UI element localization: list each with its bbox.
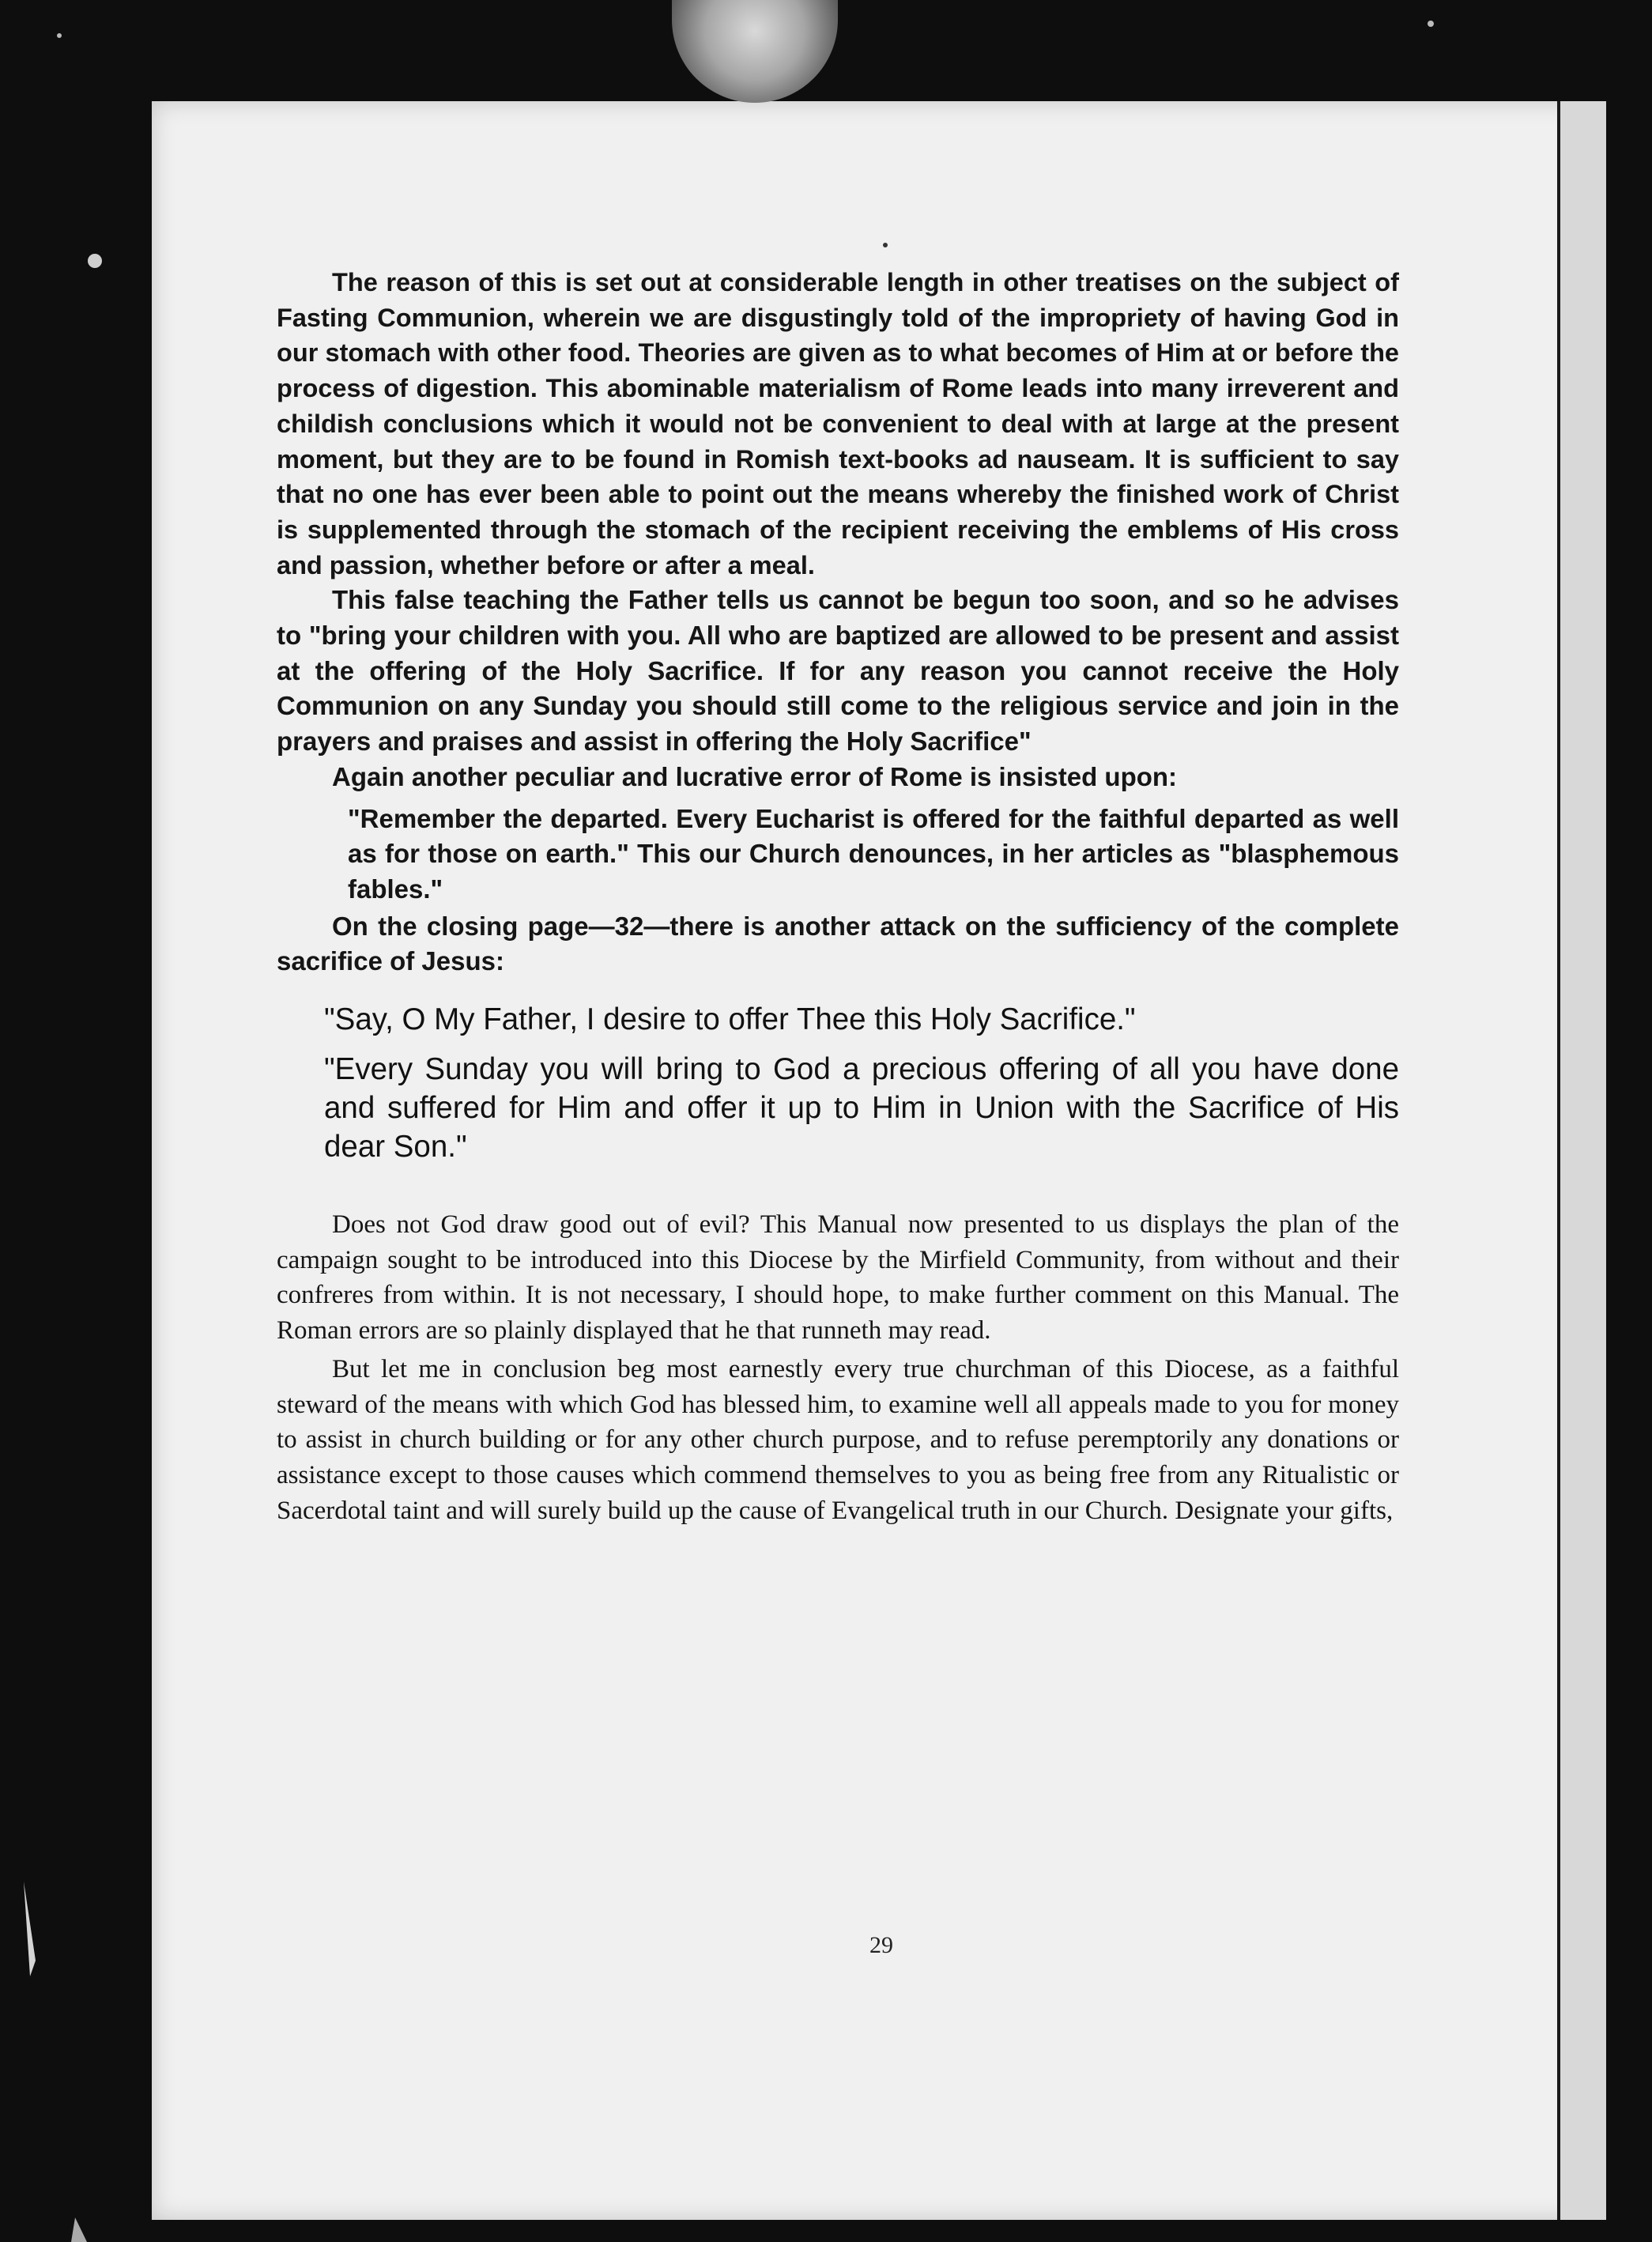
paragraph-false-teaching: This false teaching the Father tells us cannot be begun too soon, and so he advises to "bring your children with you. All who are baptized are allowed to be present and assist at the offering of the Holy Sacrifice. If for any reason you cannot receive the Holy Communion on any Sunday you should still come to the religious service and join in the prayers and praises and assist in offering the Holy Sacrifice" (277, 585, 1399, 757)
quote-remember-departed: "Remember the departed. Every Eucharist is offered for the faithful departed as well as for those on earth." This our Church denounces, in her articles as "blasphemous fables." (348, 803, 1399, 904)
paragraph-manual-campaign: Does not God draw good out of evil? This Manual now presented to us displays the plan of the campaign sought to be introduced into this Diocese by the Mirfield Community, from without and their confreres from within. It is not necessary, I should hope, to make further comment on this Manual. The Roman errors are so plainly displayed that he that runneth may read. (277, 1210, 1399, 1346)
body-text (277, 265, 1399, 1528)
paragraph-fasting-communion: The reason of this is set out at considerable length in other treatises on the subject of Fasting Communion, wherein we are disgustingly told of the impropriety of having God in our stomach with other food. Theories are given as to what becomes of Him at or before the process of digestion. This abominable materialism of Rome leads into many irreverent and childish conclusions which it would not be convenient to deal with at large at the present moment, but they are to be found in Romish text-books ad nauseam. It is sufficient to say that no one has ever been able to point out the means whereby the finished work of Christ is supplemented through the stomach of the recipient receiving the emblems of His cross and passion, whether before or after a meal. (277, 268, 1399, 579)
quote-holy-sacrifice: "Say, O My Father, I desire to offer Thee this Holy Sacrifice." (324, 1002, 1136, 1037)
paragraph-closing-page: On the closing page—32—there is another attack on the sufficiency of the complete sacrifice of Jesus: (277, 911, 1399, 976)
quote-sunday-offering: "Every Sunday you will bring to God a precious offering of all you have done and suffered for Him and offer it up to Him in Union with the Sacrifice of His dear Son." (324, 1052, 1399, 1164)
paragraph-conclusion: But let me in conclusion beg most earnestly every true churchman of this Diocese, as a faithful steward of the means with which God has blessed him, to examine well all appeals made to you for money to assist in church building or for any other church purpose, and to refuse peremptorily any donations or assistance except to those causes which commend themselves to you as being free from any Ritualistic or Sacerdotal taint and will surely build up the cause of Evangelical truth in our Church. Designate your gifts, (277, 1354, 1399, 1525)
page-number: 29 (869, 1932, 893, 1958)
paragraph-lucrative-error: Again another peculiar and lucrative error of Rome is insisted upon: (332, 761, 1178, 791)
